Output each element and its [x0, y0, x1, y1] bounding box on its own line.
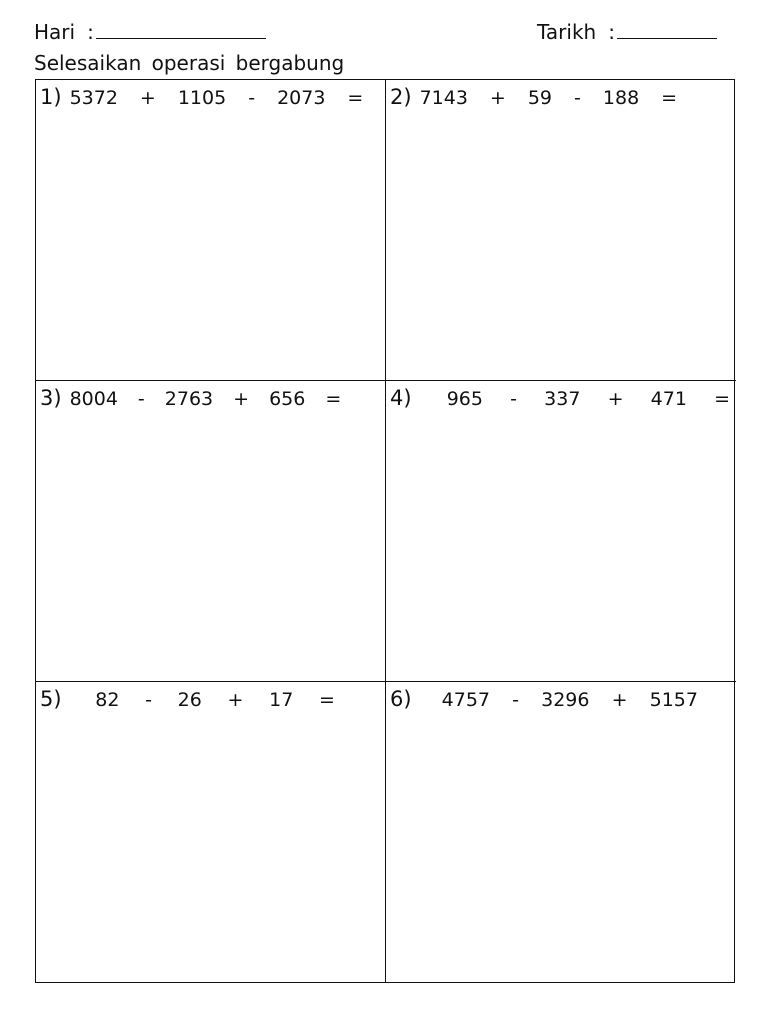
- problem-3: [40, 386, 379, 410]
- hari-blank-line[interactable]: [96, 18, 266, 39]
- problem-cell-1[interactable]: [36, 80, 386, 381]
- problem-4: [390, 386, 730, 410]
- operator: -: [512, 689, 519, 711]
- problem-grid: [35, 79, 735, 983]
- operand: 3296: [541, 689, 590, 711]
- operand: 2763: [164, 388, 214, 410]
- instruction-text: Selesaikan operasi bergabung: [34, 51, 345, 75]
- problem-1: [40, 85, 379, 109]
- operator: -: [145, 689, 152, 711]
- operator: -: [248, 87, 256, 109]
- tarikh-field[interactable]: [537, 18, 717, 44]
- operand: 1105: [177, 87, 227, 109]
- operand: 5372: [69, 87, 118, 109]
- tarikh-blank-line[interactable]: [617, 18, 717, 39]
- equals-sign: =: [661, 87, 678, 109]
- hari-label: Hari: [34, 20, 76, 44]
- problem-cell-5[interactable]: [36, 682, 386, 982]
- operand: 337: [544, 388, 581, 410]
- operator: +: [607, 388, 624, 410]
- operator: +: [489, 87, 506, 109]
- operator: -: [510, 388, 517, 410]
- problem-2: [390, 85, 730, 109]
- equals-sign: =: [319, 689, 335, 711]
- operator: +: [611, 689, 628, 711]
- equals-sign: =: [714, 388, 730, 410]
- hari-colon: :: [87, 20, 94, 44]
- problem-number: 1): [40, 85, 62, 109]
- operator: +: [233, 388, 250, 410]
- operator: +: [139, 87, 156, 109]
- problem-number: 6): [390, 687, 412, 711]
- equals-sign: =: [325, 388, 342, 410]
- operand: 8004: [69, 388, 118, 410]
- operand: 7143: [419, 87, 468, 109]
- operand: 17: [269, 689, 294, 711]
- problem-6: [390, 687, 698, 711]
- problem-number: 5): [40, 687, 62, 711]
- operand: 82: [95, 689, 120, 711]
- problem-number: 2): [390, 85, 412, 109]
- operand: 471: [650, 388, 687, 410]
- problem-number: 3): [40, 386, 62, 410]
- problem-5: [40, 687, 335, 711]
- operand: 4757: [441, 689, 491, 711]
- operator: -: [574, 87, 581, 109]
- problem-cell-4[interactable]: [386, 381, 736, 682]
- operator: -: [137, 388, 145, 410]
- equals-sign: =: [347, 87, 364, 109]
- problem-cell-3[interactable]: [36, 381, 386, 682]
- tarikh-colon: :: [608, 20, 615, 44]
- operand: 5157: [649, 689, 698, 711]
- problem-number: 4): [390, 386, 412, 410]
- operand: 26: [177, 689, 202, 711]
- operator: +: [227, 689, 244, 711]
- tarikh-label: Tarikh: [537, 20, 597, 44]
- problem-cell-6[interactable]: [386, 682, 736, 982]
- operand: 188: [602, 87, 640, 109]
- operand: 656: [269, 388, 306, 410]
- operand: 59: [527, 87, 553, 109]
- problem-cell-2[interactable]: [386, 80, 736, 381]
- operand: 965: [446, 388, 483, 410]
- hari-field[interactable]: [34, 18, 266, 44]
- operand: 2073: [277, 87, 326, 109]
